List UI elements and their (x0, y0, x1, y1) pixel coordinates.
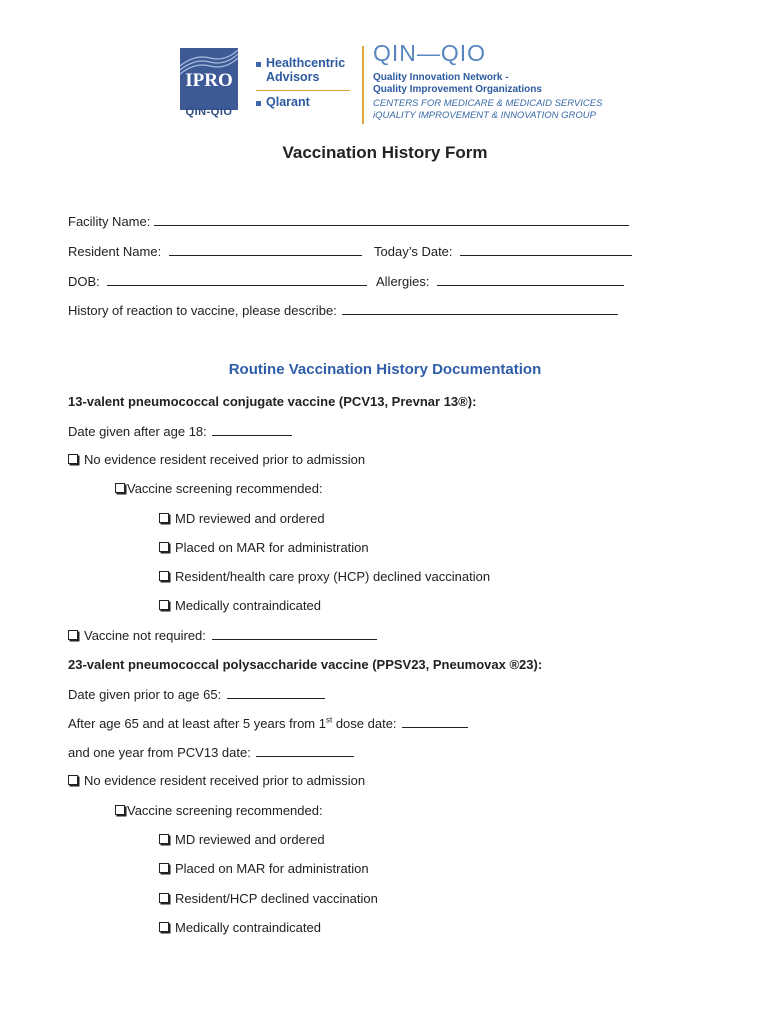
checkbox[interactable] (159, 571, 169, 581)
ppsv23-after65-label (68, 716, 397, 731)
dob-label: DOB: (68, 274, 100, 289)
ppsv23-screening-label: Vaccine screening recommended: (127, 803, 323, 818)
checkbox[interactable] (159, 600, 169, 610)
pcv13-no-evidence-option[interactable] (68, 452, 365, 467)
ppsv23-md-option[interactable] (159, 832, 325, 847)
ppsv23-date-label: Date given prior to age 65: (68, 687, 222, 702)
checkbox[interactable] (159, 513, 169, 523)
section-title: Routine Vaccination History Documentation (228, 361, 542, 378)
pcv13-declined-label: Resident/health care proxy (HCP) declined vaccination (175, 569, 491, 584)
ppsv23-contraindicated-label: Medically contraindicated (175, 920, 321, 935)
ppsv23-no-evidence-label: No evidence resident received prior to admission (84, 773, 366, 788)
cms-line-2: iQUALITY IMPROVEMENT & INNOVATION GROUP (373, 110, 596, 121)
checkbox[interactable] (68, 775, 78, 785)
network-name (373, 72, 542, 96)
square-bullet-icon (256, 101, 261, 106)
todays-date-row (374, 243, 632, 259)
pcv13-not-required-field[interactable] (212, 627, 377, 640)
ppsv23-no-evidence-option[interactable] (68, 773, 365, 788)
facility-name-row (68, 213, 629, 229)
reaction-history-row (68, 302, 618, 318)
qin-qio-logo-text: QIN—QIO (373, 40, 487, 66)
ppsv23-one-year-row (68, 744, 354, 760)
pcv13-mar-option[interactable] (159, 540, 369, 555)
vertical-divider (362, 46, 364, 124)
ppsv23-screening-option[interactable] (115, 803, 323, 818)
facility-name-label: Facility Name: (68, 214, 151, 229)
facility-name-field[interactable] (154, 213, 629, 226)
allergies-row (376, 273, 624, 289)
ppsv23-first-dose-date-field[interactable] (402, 715, 468, 728)
pcv13-md-label: MD reviewed and ordered (175, 511, 325, 526)
pcv13-mar-label: Placed on MAR for administration (175, 540, 369, 555)
resident-name-label: Resident Name: (68, 244, 162, 259)
ppsv23-one-year-label: and one year from PCV13 date: (68, 745, 251, 760)
divider (256, 90, 350, 91)
checkbox[interactable] (159, 922, 169, 932)
pcv13-no-evidence-label: No evidence resident received prior to admission (84, 452, 366, 467)
ppsv23-heading: 23-valent pneumococcal polysaccharide vaccine (PPSV23, Pneumovax ®23): (68, 657, 543, 672)
checkbox[interactable] (68, 454, 78, 464)
pcv13-md-option[interactable] (159, 511, 325, 526)
resident-name-field[interactable] (169, 243, 362, 256)
ppsv23-pcv13-date-field[interactable] (256, 744, 354, 757)
pcv13-date-label: Date given after age 18: (68, 424, 207, 439)
healthcentric-text: Healthcentric (266, 56, 346, 70)
ppsv23-contraindicated-option[interactable] (159, 920, 321, 935)
reaction-history-field[interactable] (342, 302, 618, 315)
todays-date-label: Today’s Date: (374, 244, 453, 259)
ppsv23-mar-option[interactable] (159, 861, 369, 876)
ppsv23-date-field[interactable] (227, 686, 325, 699)
pcv13-declined-option[interactable] (159, 569, 490, 584)
allergies-field[interactable] (437, 273, 624, 286)
pcv13-date-field[interactable] (212, 423, 292, 436)
qin-qio-small-label: QIN-QIO (185, 106, 233, 118)
ppsv23-md-label: MD reviewed and ordered (175, 832, 325, 847)
page-title: Vaccination History Form (282, 143, 488, 162)
network-line-1: Quality Innovation Network - (373, 72, 509, 83)
superscript-st: st (325, 715, 333, 725)
network-line-2: Quality Improvement Organizations (373, 84, 542, 95)
checkbox[interactable] (159, 834, 169, 844)
cms-name (373, 98, 602, 122)
reaction-history-label: History of reaction to vaccine, please describe: (68, 303, 337, 318)
resident-name-row (68, 243, 362, 259)
checkbox[interactable] (159, 893, 169, 903)
after65-text: After age 65 and at least after 5 years from 1 (68, 716, 326, 731)
pcv13-not-required-label: Vaccine not required: (84, 628, 206, 643)
pcv13-contraindicated-label: Medically contraindicated (175, 598, 321, 613)
ppsv23-mar-label: Placed on MAR for administration (175, 861, 369, 876)
dob-field[interactable] (107, 273, 367, 286)
checkbox[interactable] (68, 630, 78, 640)
checkbox[interactable] (159, 542, 169, 552)
checkbox[interactable] (115, 483, 125, 493)
cms-line-1: CENTERS FOR MEDICARE & MEDICAID SERVICES (373, 98, 603, 109)
ppsv23-date-row (68, 686, 325, 702)
pcv13-screening-label: Vaccine screening recommended: (127, 481, 323, 496)
advisors-text: Advisors (266, 70, 320, 84)
dose-date-text: dose date: (332, 716, 397, 731)
dob-row (68, 273, 367, 289)
pcv13-not-required-option[interactable] (68, 627, 377, 643)
checkbox[interactable] (159, 863, 169, 873)
pcv13-date-row (68, 423, 292, 439)
qlarant-logo-text: Qlarant (266, 95, 310, 109)
square-bullet-icon (256, 62, 261, 67)
pcv13-heading: 13-valent pneumococcal conjugate vaccine (PCV13, Prevnar 13®): (68, 394, 477, 409)
ipro-logo-text: IPRO (185, 70, 233, 91)
pcv13-contraindicated-option[interactable] (159, 598, 321, 613)
pcv13-screening-option[interactable] (115, 481, 323, 496)
todays-date-field[interactable] (460, 243, 632, 256)
allergies-label: Allergies: (376, 274, 430, 289)
ppsv23-declined-label: Resident/HCP declined vaccination (175, 891, 378, 906)
checkbox[interactable] (115, 805, 125, 815)
healthcentric-advisors-logo (266, 56, 345, 84)
ppsv23-after65-row (68, 715, 468, 731)
ppsv23-declined-option[interactable] (159, 891, 378, 906)
